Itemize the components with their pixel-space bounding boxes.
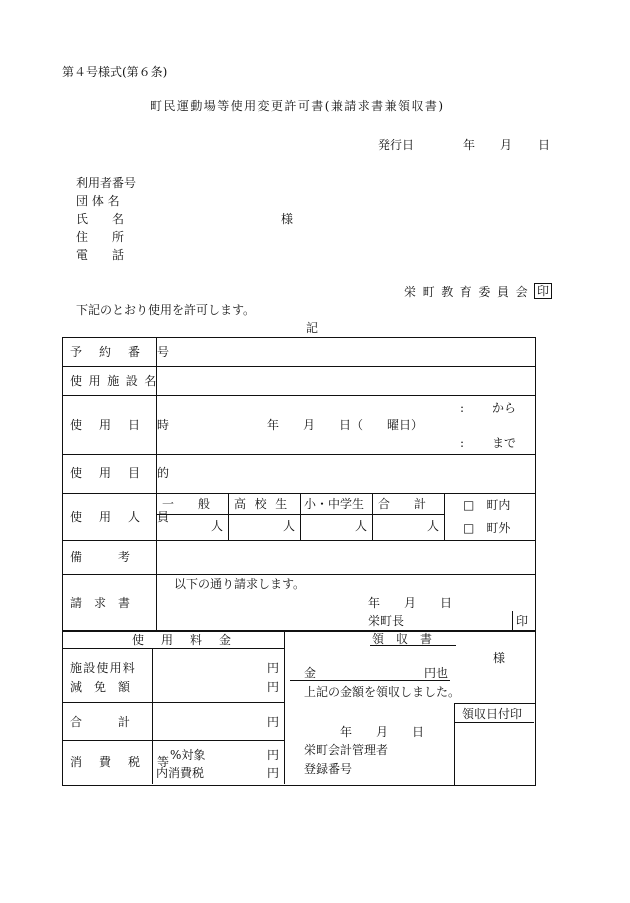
- col-general: 一 般: [162, 497, 211, 511]
- usage-date-line: 年 月 日（ 曜日）: [267, 418, 424, 432]
- permit-text: 下記のとおり使用を許可します。: [76, 303, 256, 317]
- reduction-yen: 円: [267, 680, 280, 694]
- remarks-label: 備 考: [70, 550, 131, 564]
- ki-mark: 記: [306, 321, 319, 335]
- group-name-label: 団 体 名: [76, 194, 120, 208]
- facility-fee-yen: 円: [267, 661, 280, 675]
- receipt-yen-ya: 円也: [424, 666, 449, 680]
- count-high-unit: 人: [283, 519, 296, 533]
- receipt-stamp-label: 領収日付印: [462, 707, 523, 721]
- receipt-honorific: 様: [493, 651, 506, 665]
- address-label: 住 所: [76, 230, 125, 244]
- name-label: 氏 名: [76, 212, 125, 226]
- start-time-colon: :: [460, 401, 465, 415]
- document-title: 町民運動場等使用変更許可書(兼請求書兼領収書): [150, 99, 445, 113]
- reservation-number-label: 予 約 番 号: [70, 345, 176, 359]
- count-total-unit: 人: [427, 519, 440, 533]
- start-suffix: から: [492, 401, 517, 415]
- tax-label: 消 費 税 等: [70, 755, 176, 769]
- usage-datetime-label: 使 用 日 時: [70, 418, 176, 432]
- mayor-seal: 印: [516, 614, 529, 628]
- issue-date-label: 発行日: [378, 138, 415, 152]
- invoice-label: 請 求 書: [70, 596, 131, 610]
- inner-tax-label: 内消費税: [156, 766, 205, 780]
- col-total: 合 計: [378, 497, 427, 511]
- issue-month: 月: [500, 138, 513, 152]
- name-honorific: 様: [281, 212, 294, 226]
- count-general-unit: 人: [211, 519, 224, 533]
- count-middle-unit: 人: [355, 519, 368, 533]
- mayor-label: 栄町長: [368, 614, 405, 628]
- registration-number: 登録番号: [304, 762, 353, 776]
- receipt-kin: 金: [304, 666, 317, 680]
- inner-tax-yen: 円: [267, 766, 280, 780]
- accounting-manager: 栄町会計管理者: [304, 743, 389, 757]
- fee-header: 使 用 料 金: [132, 633, 238, 647]
- town-inside-checkbox[interactable]: □ 町内: [463, 498, 511, 512]
- taxable-percent-label: %対象: [170, 748, 206, 762]
- issuer-name: 栄町教育委員会: [404, 285, 535, 299]
- phone-label: 電 話: [76, 248, 125, 262]
- taxable-yen: 円: [267, 748, 280, 762]
- user-number-label: 利用者番号: [76, 176, 137, 190]
- invoice-date: 年 月 日: [368, 596, 453, 610]
- invoice-text: 以下の通り請求します。: [174, 577, 306, 591]
- col-high-school: 高 校 生: [234, 497, 290, 511]
- usage-people-label: 使 用 人 員: [70, 510, 176, 524]
- receipt-date: 年 月 日: [340, 725, 425, 739]
- end-time-colon: :: [460, 436, 465, 450]
- form-number: 第４号様式(第６条): [62, 65, 168, 79]
- fee-total-yen: 円: [267, 715, 280, 729]
- facility-fee-label: 施設使用料: [70, 661, 137, 675]
- issue-day: 日: [538, 138, 551, 152]
- receipt-header: 領 収 書: [372, 632, 433, 646]
- usage-purpose-label: 使 用 目 的: [70, 466, 176, 480]
- fee-total-label: 合 計: [70, 715, 131, 729]
- receipt-received-text: 上記の金額を領収しました。: [304, 685, 461, 699]
- end-suffix: まで: [492, 436, 517, 450]
- town-outside-checkbox[interactable]: □ 町外: [463, 521, 511, 535]
- reduction-label: 減 免 額: [70, 680, 131, 694]
- issuer-seal: 印: [534, 283, 552, 299]
- issue-year: 年: [463, 138, 476, 152]
- col-middle-school: 小・中学生: [304, 497, 365, 511]
- facility-name-label: 使用施設名: [70, 374, 164, 388]
